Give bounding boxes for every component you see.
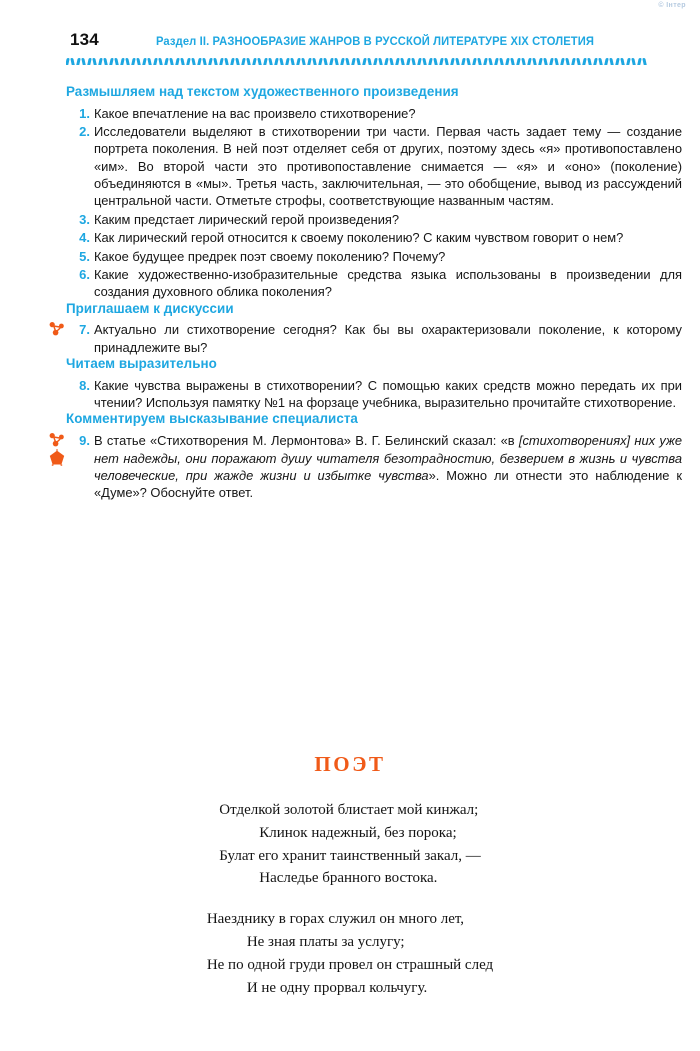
rule-motif (495, 57, 504, 66)
rule-motif (396, 57, 405, 66)
rule-motif (363, 57, 372, 66)
rule-motif (583, 57, 592, 66)
poem-stanzas (0, 799, 700, 1017)
rule-motif (165, 57, 174, 66)
poem-title: ПОЭТ (314, 752, 386, 776)
question-item (66, 105, 682, 122)
question-number: 6. (79, 266, 90, 282)
question-list-discussion (66, 321, 682, 356)
rule-motif (319, 57, 328, 66)
question-text-part: ». Можно ли отнести это наблюдение к «Думе»? Обоснуйте ответ. (94, 467, 682, 501)
poem-line: Не зная платы за услугу; (246, 933, 405, 950)
rule-motif (121, 57, 130, 66)
rule-motif (539, 57, 548, 66)
question-text: Какие художественно-изобразительные средства языка использованы в произведении для создания духовного облика поколения? (94, 266, 682, 300)
question-text-part: В статье «Стихотворения М. Лермонтова» В. Г. Белинский сказал: «в (94, 433, 519, 449)
rule-motif (176, 57, 185, 66)
rule-motif (528, 57, 537, 66)
page-number: 134 (70, 30, 99, 49)
rule-motif (627, 57, 636, 66)
group-discussion-icon (48, 431, 66, 449)
question-number: 8. (79, 377, 90, 393)
question-text: Какое впечатление на вас произвело стихотворение? (94, 105, 416, 121)
question-number: 9. (79, 433, 90, 449)
rule-motif (330, 57, 339, 66)
question-number: 2. (79, 124, 90, 140)
rule-motif (385, 57, 394, 66)
rule-motif (561, 57, 570, 66)
question-item (66, 432, 682, 501)
section-heading-reflect: Размышляем над текстом художественного произведения (66, 84, 459, 99)
question-text-part: [стихотворениях] них уже нет надежды, они поражают душу читателя безотрадностию, безверием в жизнь и чувства человеческие, при жажде жизни и избытке чувства (94, 433, 682, 483)
question-item (66, 377, 682, 412)
rule-motif (253, 57, 262, 66)
question-text: Актуально ли стихотворение сегодня? Как бы вы охарактеризовали поколение, к которому принадлежите вы? (94, 322, 682, 355)
question-number: 7. (79, 322, 90, 338)
question-text: Исследователи выделяют в стихотворении три части. Первая часть задает тему — создание портрета поколения. В ней поэт отделяет себя от других, поэтому здесь «я» противопоставлено «им». Во второй части это противопоставление снимается — «я» и «оно» (поколение) объединяются в «мы». Третья часть, заключительная, — это обобщение, вывод из рассуждений центральной части. Отметьте строфы, соответствующие названным частям. (94, 124, 682, 209)
content-column (66, 84, 682, 502)
rule-motif (407, 57, 416, 66)
question-item (66, 123, 682, 210)
question-item (66, 211, 682, 228)
rule-motif (341, 57, 350, 66)
question-number: 3. (79, 211, 90, 227)
rule-motif (132, 57, 141, 66)
rule-motif (198, 57, 207, 66)
rule-motif (209, 57, 218, 66)
section-heading-expressive: Читаем выразительно (66, 355, 217, 371)
rule-motif (66, 57, 75, 66)
rule-motif (352, 57, 361, 66)
rule-motif (517, 57, 526, 66)
watermark-label: © Інтер (658, 2, 686, 9)
running-head (70, 30, 678, 52)
rule-motif (264, 57, 273, 66)
poem-line: Не по одной груди провел он страшный след (206, 956, 494, 973)
section-heading-discussion: Приглашаем к дискуссии (66, 300, 234, 316)
rule-motif (242, 57, 251, 66)
section-heading-comment: Комментируем высказывание специалиста (66, 411, 358, 427)
rule-motif (638, 57, 647, 66)
poem-line: Наследье бранного востока. (259, 870, 438, 887)
rule-motif (99, 57, 108, 66)
rule-motif (451, 57, 460, 66)
rule-motif (374, 57, 383, 66)
decorative-rule (66, 56, 680, 67)
rule-motif (110, 57, 119, 66)
question-number: 1. (79, 105, 90, 121)
rule-motif (473, 57, 482, 66)
poem-stanza-lines (219, 799, 481, 890)
question-number: 5. (79, 248, 90, 264)
rule-motif (572, 57, 581, 66)
rule-motif (220, 57, 229, 66)
rule-motif (429, 57, 438, 66)
poem-line: Наезднику в горах служил он много лет, (206, 911, 465, 928)
question-text: Какое будущее предрек поэт своему поколению? Почему? (94, 248, 446, 264)
rule-motif (77, 57, 86, 66)
rule-motif (484, 57, 493, 66)
rule-motif (462, 57, 471, 66)
rule-motif (594, 57, 603, 66)
question-item (66, 248, 682, 265)
question-item (66, 321, 682, 356)
rule-motif (88, 57, 97, 66)
question-text: Как лирический герой относится к своему поколению? С каким чувством говорит о нем? (94, 230, 624, 246)
group-discussion-icon (48, 320, 66, 338)
rule-motif (550, 57, 559, 66)
poem-stanza (0, 799, 700, 908)
poem-stanza (0, 908, 700, 1017)
creative-task-icon (48, 449, 66, 467)
rule-motif (231, 57, 240, 66)
poem-line: И не одну прорвал кольчугу. (246, 979, 428, 996)
question-item (66, 266, 682, 301)
rule-motif (616, 57, 625, 66)
rule-motif (418, 57, 427, 66)
running-head-title: Раздел II. РАЗНООБРАЗИЕ ЖАНРОВ В РУССКОЙ ЛИТЕРАТУРЕ XIX СТОЛЕТИЯ (156, 35, 595, 48)
question-list-comment (66, 432, 682, 501)
rule-motif (506, 57, 515, 66)
rule-motif (308, 57, 317, 66)
question-text (94, 432, 682, 501)
poem-stanza-lines (207, 908, 493, 999)
question-text: Какие чувства выражены в стихотворении? С помощью каких средств можно передать их при чтении? Используя памятку №1 на форзаце учебника, выразительно прочитайте стихотворение. (94, 377, 682, 411)
question-item (66, 229, 682, 246)
question-number: 4. (79, 230, 90, 246)
poem-line: Отделкой золотой блистает мой кинжал; (219, 802, 479, 818)
rule-motif (297, 57, 306, 66)
rule-motif (286, 57, 295, 66)
poem-line: Булат его хранит таинственный закал, — (219, 847, 481, 864)
poem-block (0, 752, 700, 1017)
rule-motif (275, 57, 284, 66)
rule-motif (440, 57, 449, 66)
rule-motif (187, 57, 196, 66)
question-list-reflect (66, 105, 682, 301)
poem-line: Клинок надежный, без порока; (259, 824, 457, 841)
question-text: Каким предстает лирический герой произведения? (94, 211, 400, 227)
rule-motif (154, 57, 163, 66)
rule-motif (605, 57, 614, 66)
rule-motif (143, 57, 152, 66)
question-list-expressive (66, 377, 682, 412)
